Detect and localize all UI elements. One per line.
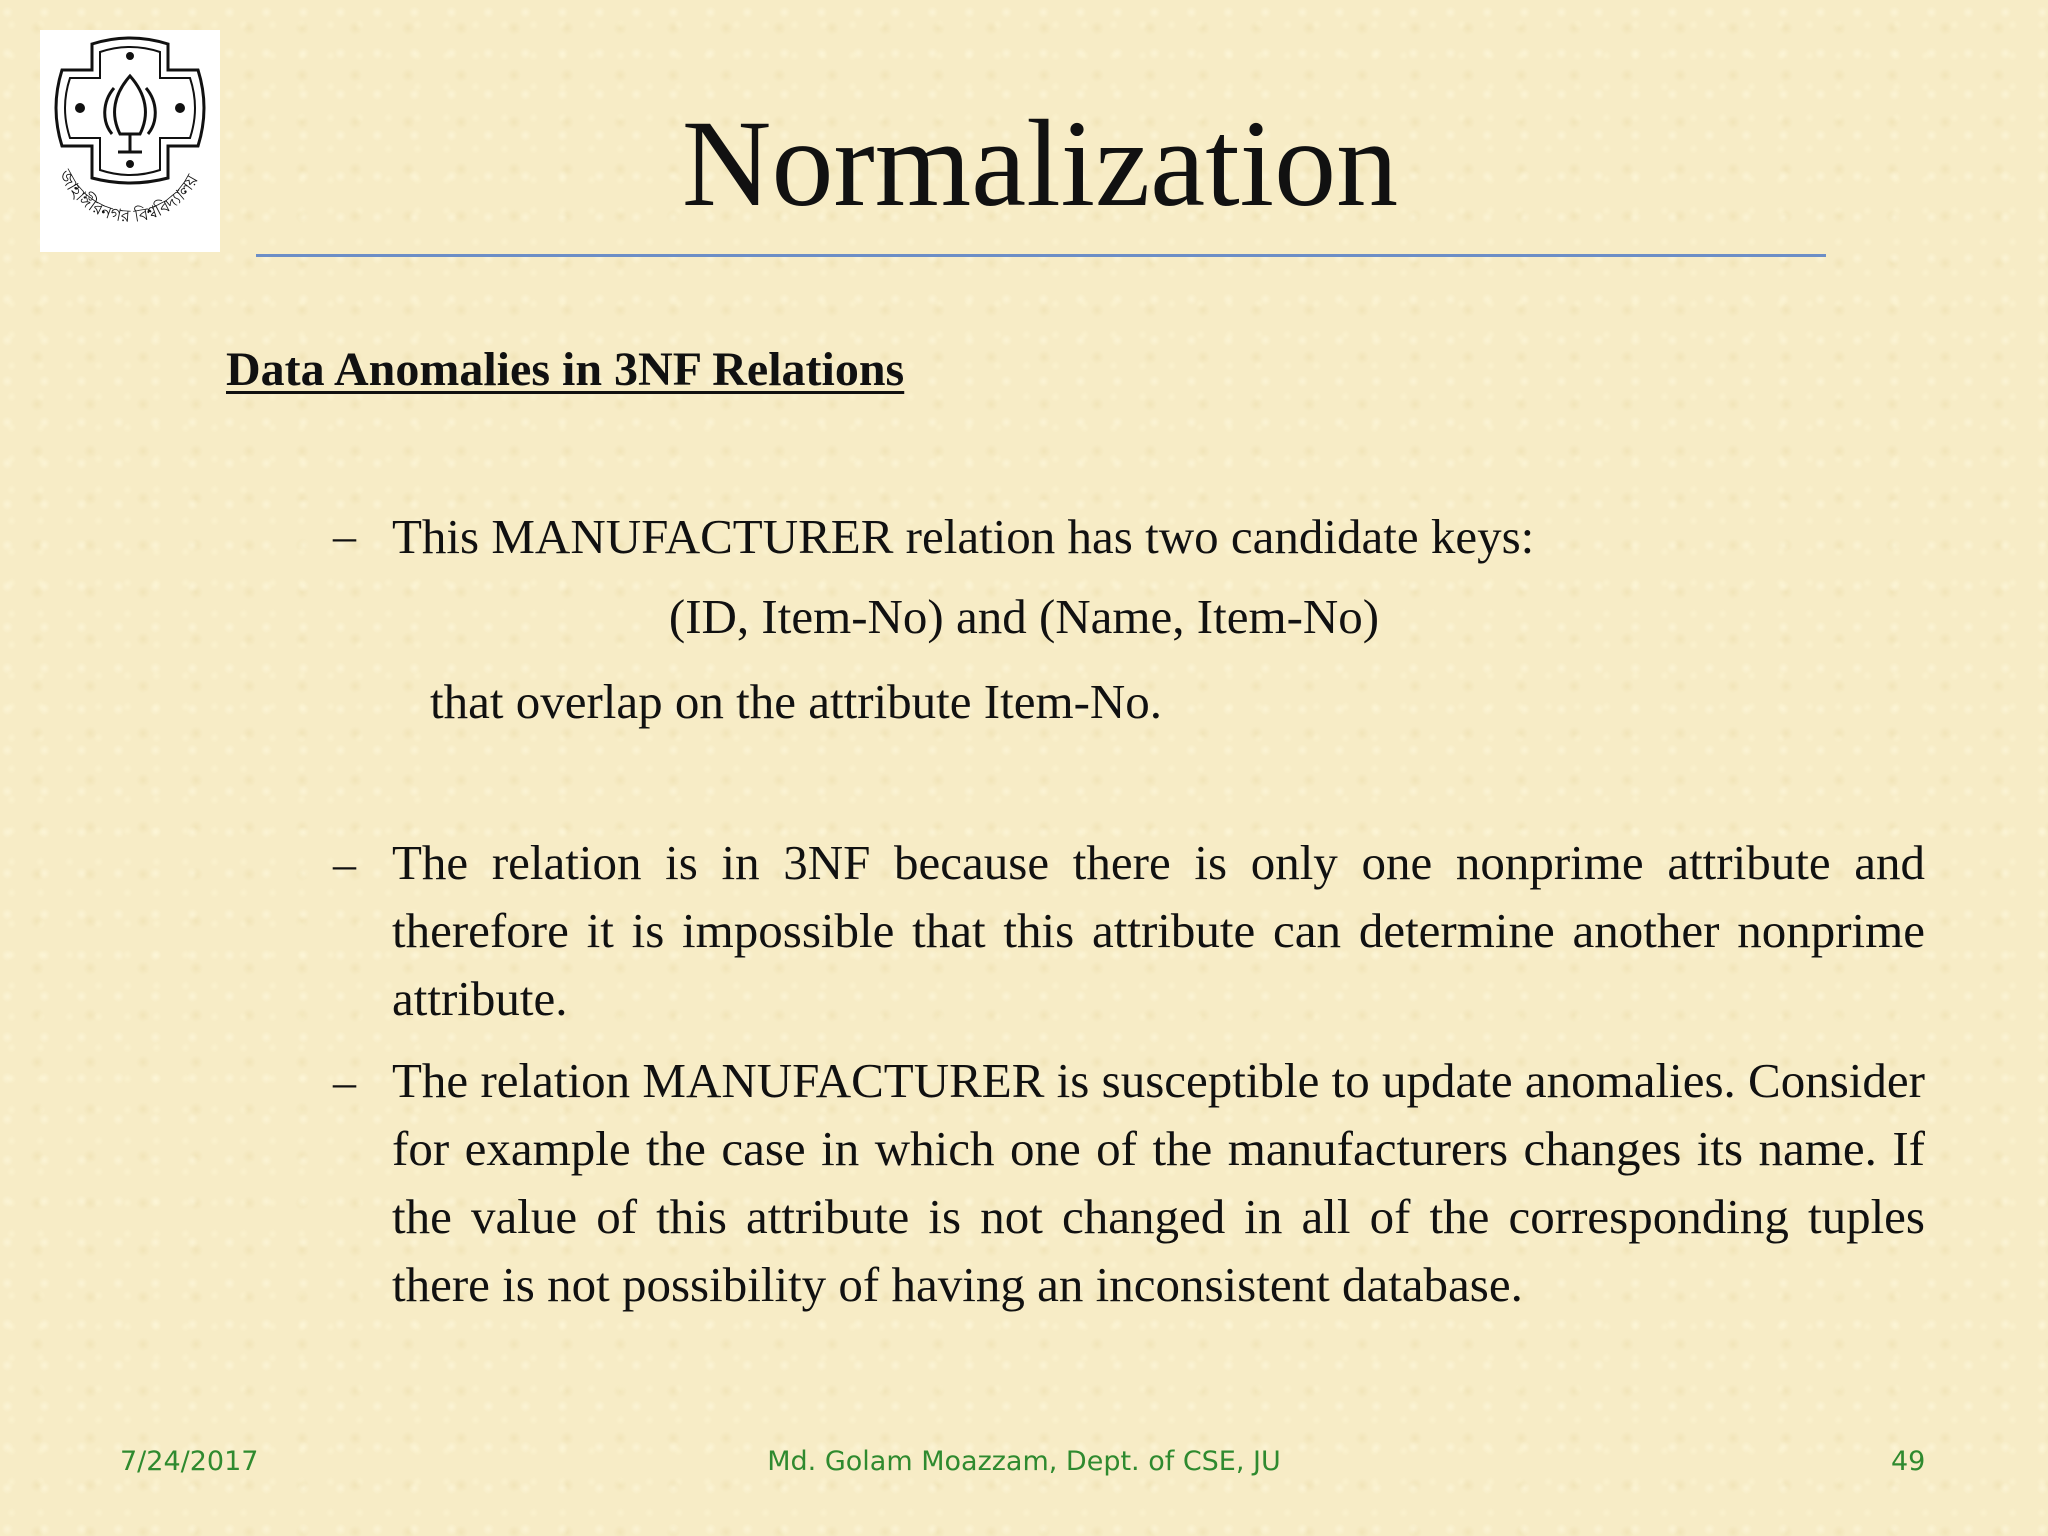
section-heading: Data Anomalies in 3NF Relations xyxy=(226,343,905,396)
footer-page-number: 49 xyxy=(1891,1446,1926,1477)
bullet-3-text: The relation MANUFACTURER is susceptible to update anomalies. Consider for example the case in which one of the manufacturers changes its name. If the value of this attribute is not changed in all of the corresponding tuples there is not possibility of having an inconsistent database. xyxy=(392,1053,1925,1312)
footer-date: 7/24/2017 xyxy=(120,1446,259,1477)
bullet-2-text: The relation is in 3NF because there is only one nonprime attribute and therefore it is impossible that this attribute can determine another nonprime attribute. xyxy=(392,835,1925,1026)
logo-caption: জাহাঙ্গীরনগর বিশ্ববিদ্যালয় xyxy=(54,166,203,227)
slide-title: Normalization xyxy=(681,95,1399,232)
bullet-1-line-3: that overlap on the attribute Item-No. xyxy=(430,674,1163,729)
bullet-1-line-1: This MANUFACTURER relation has two candidate keys: xyxy=(392,509,1535,564)
bullet-marker: – xyxy=(333,510,356,561)
university-emblem-icon xyxy=(40,30,220,252)
bullet-marker: – xyxy=(333,1056,356,1107)
title-underline-divider xyxy=(256,254,1826,257)
university-logo xyxy=(40,30,220,252)
bullet-marker: – xyxy=(333,838,356,889)
footer-author: Md. Golam Moazzam, Dept. of CSE, JU xyxy=(767,1446,1281,1477)
bullet-1-candidate-keys: (ID, Item-No) and (Name, Item-No) xyxy=(668,589,1380,644)
